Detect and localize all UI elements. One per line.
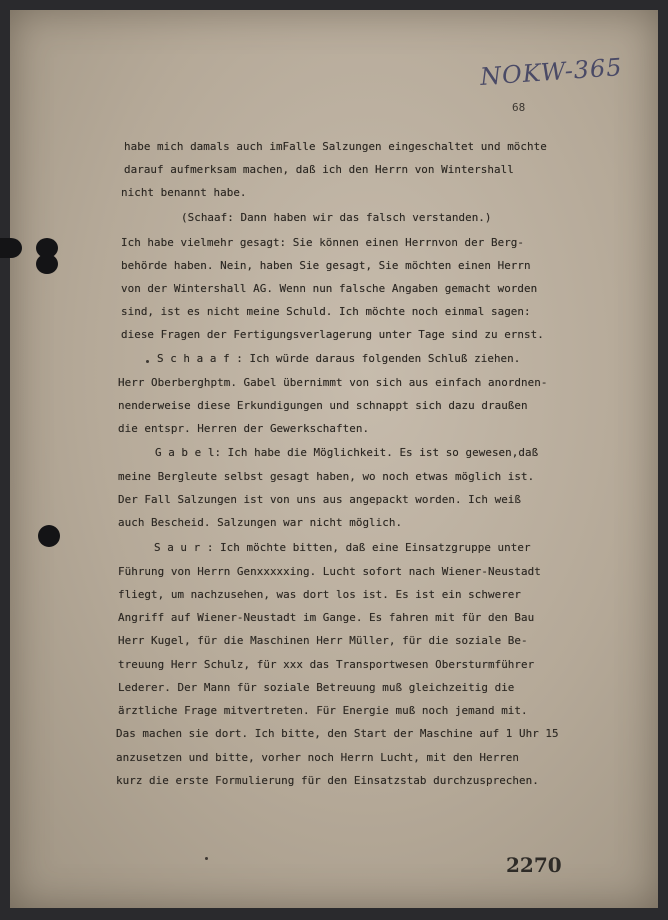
text-line: kurz die erste Formulierung für den Einsatzstab durchzusprechen. — [116, 774, 539, 787]
text-line: Ich habe vielmehr gesagt: Sie können einen Herrnvon der Berg- — [121, 236, 525, 249]
text-line: nenderweise diese Erkundigungen und schnappt sich dazu draußen — [118, 399, 528, 412]
text-line: Angriff auf Wiener-Neustadt im Gange. Es fahren mit für den Bau — [118, 611, 535, 624]
text-line: (Schaaf: Dann haben wir das falsch verstanden.) — [181, 211, 492, 224]
text-line: treuung Herr Schulz, für xxx das Transportwesen Obersturmführer — [118, 658, 535, 671]
text-line: G a b e l: Ich habe die Möglichkeit. Es ist so gewesen,daß — [155, 446, 539, 459]
page-number: 68 — [512, 101, 526, 114]
punch-hole-edge — [0, 238, 22, 258]
text-line: die entspr. Herren der Gewerkschaften. — [118, 422, 370, 435]
text-line: S a u r : Ich möchte bitten, daß eine Einsatzgruppe unter — [154, 541, 531, 554]
text-line: anzusetzen und bitte, vorher noch Herrn Lucht, mit den Herren — [116, 751, 520, 764]
handwritten-document-id: NOKW-365 — [479, 53, 624, 91]
text-line: nicht benannt habe. — [121, 186, 247, 199]
typewriter-mark — [146, 360, 149, 363]
text-line: Führung von Herrn Genxxxxxing. Lucht sofort nach Wiener-Neustadt — [118, 565, 541, 578]
text-line: Herr Oberberghptm. Gabel übernimmt von sich aus einfach anordnen- — [118, 376, 548, 389]
text-line: sind, ist es nicht meine Schuld. Ich möchte noch einmal sagen: — [121, 305, 531, 318]
text-line: Der Fall Salzungen ist von uns aus angepackt worden. Ich weiß — [118, 493, 522, 506]
text-line: habe mich damals auch imFalle Salzungen eingeschaltet und möchte — [124, 140, 547, 153]
text-line: fliegt, um nachzusehen, was dort los ist. Es ist ein schwerer — [118, 588, 522, 601]
punch-hole — [38, 525, 60, 547]
typewriter-mark — [205, 857, 208, 860]
text-line: S c h a a f : Ich würde daraus folgenden Schluß ziehen. — [157, 352, 521, 365]
text-line: Das machen sie dort. Ich bitte, den Start der Maschine auf 1 Uhr 15 — [116, 727, 559, 740]
text-line: darauf aufmerksam machen, daß ich den Herrn von Wintershall — [124, 163, 514, 176]
text-line: Lederer. Der Mann für soziale Betreuung muß gleichzeitig die — [118, 681, 515, 694]
archive-page-number: 2270 — [506, 853, 562, 877]
text-line: diese Fragen der Fertigungsverlagerung unter Tage sind zu ernst. — [121, 328, 544, 341]
text-line: von der Wintershall AG. Wenn nun falsche Angaben gemacht worden — [121, 282, 538, 295]
text-line: behörde haben. Nein, haben Sie gesagt, Sie möchten einen Herrn — [121, 259, 531, 272]
text-line: meine Bergleute selbst gesagt haben, wo noch etwas möglich ist. — [118, 470, 535, 483]
text-line: Herr Kugel, für die Maschinen Herr Müller, für die soziale Be- — [118, 634, 528, 647]
text-line: auch Bescheid. Salzungen war nicht möglich. — [118, 516, 403, 529]
text-line: ärztliche Frage mitvertreten. Für Energie muß noch jemand mit. — [118, 704, 528, 717]
punch-hole — [36, 254, 58, 274]
